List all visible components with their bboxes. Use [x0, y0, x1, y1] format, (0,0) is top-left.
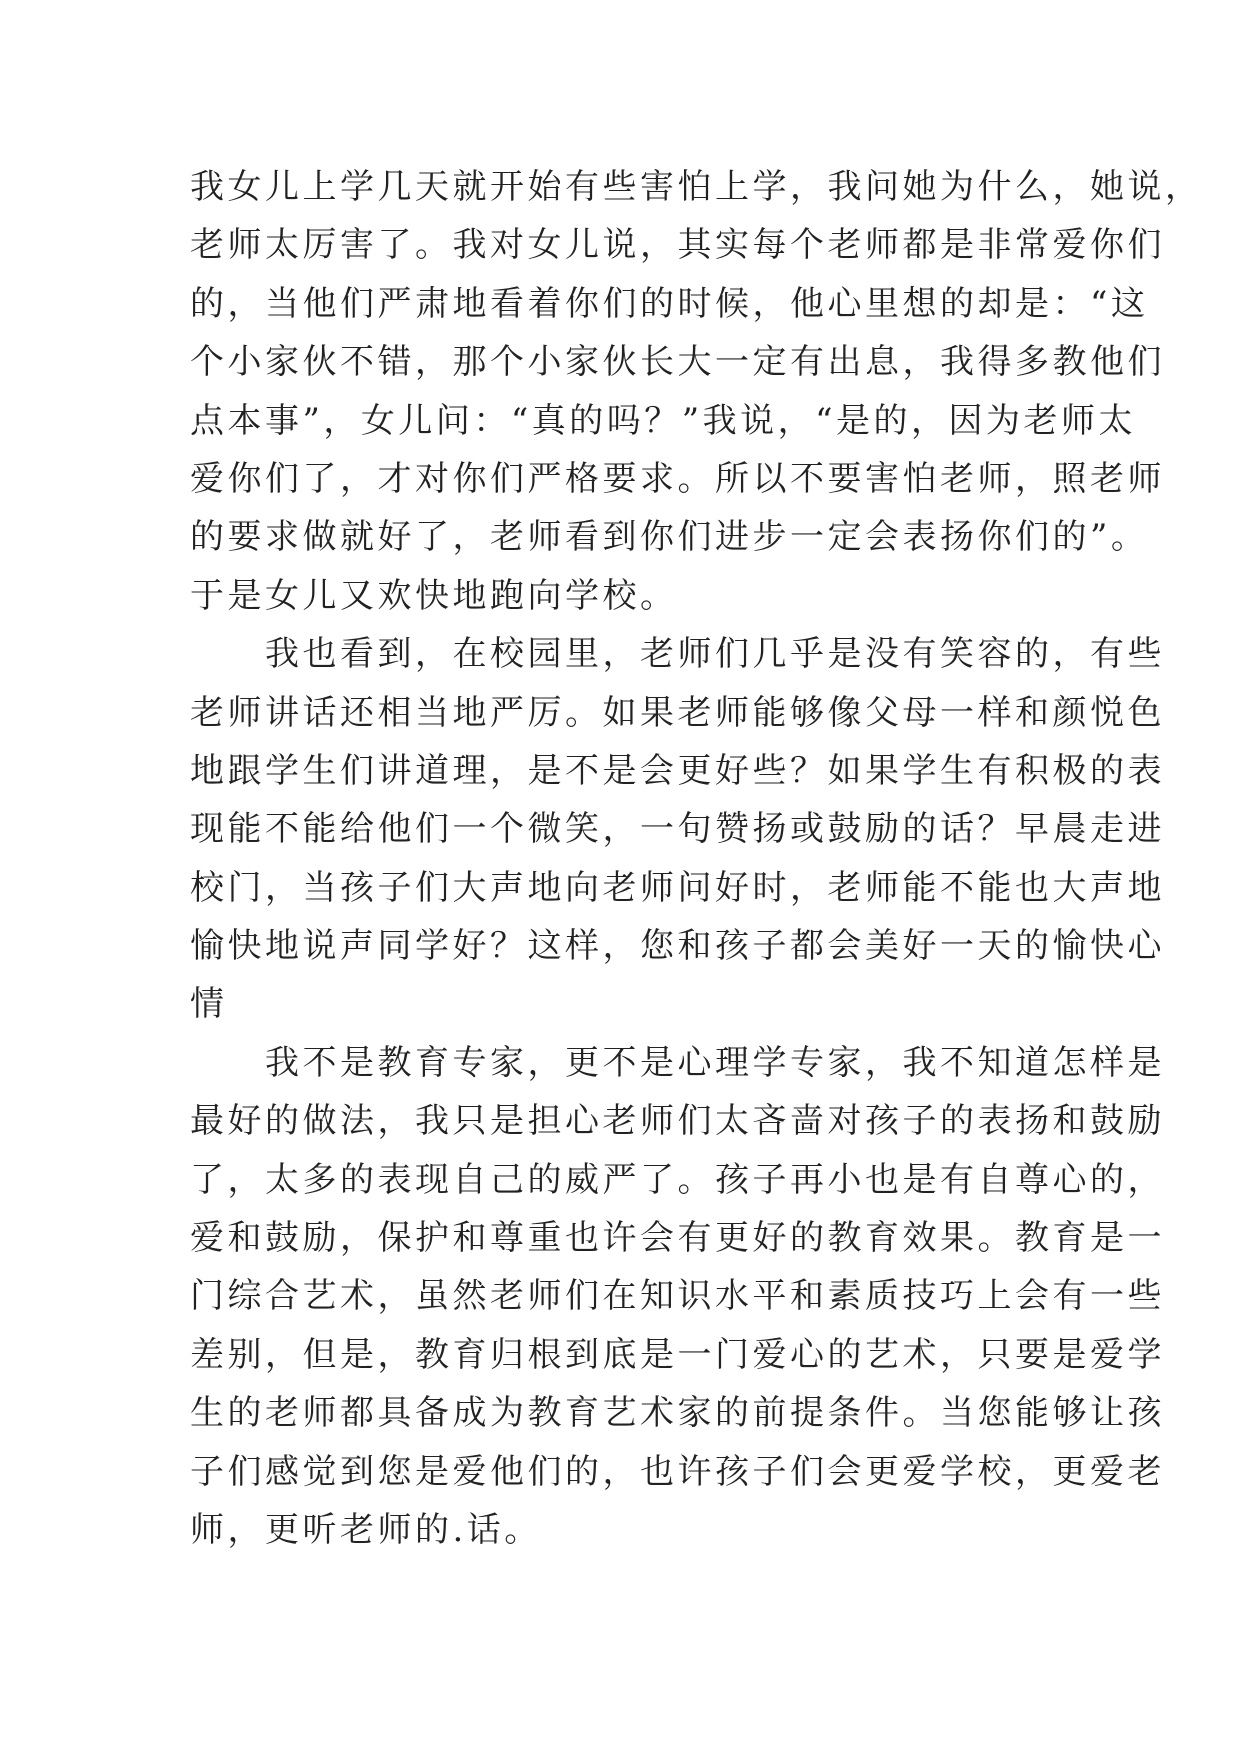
- text-line: 门综合艺术，虽然老师们在知识水平和素质技巧上会有一些: [190, 1276, 1165, 1317]
- text-line: 于是女儿又欢快地跑向学校。: [190, 575, 678, 616]
- document-body: [190, 158, 1203, 1559]
- text-line: 我不是教育专家，更不是心理学专家，我不知道怎样是: [190, 1042, 1165, 1083]
- text-line: 现能不能给他们一个微笑，一句赞扬或鼓励的话？早晨走进: [190, 809, 1165, 850]
- text-line: 了，太多的表现自己的威严了。孩子再小也是有自尊心的，: [190, 1159, 1165, 1200]
- text-line: 地跟学生们讲道理，是不是会更好些？如果学生有积极的表: [190, 750, 1165, 791]
- text-line: 爱你们了，才对你们严格要求。所以不要害怕老师，照老师: [190, 458, 1165, 499]
- text-line: 爱和鼓励，保护和尊重也许会有更好的教育效果。教育是一: [190, 1218, 1165, 1259]
- text-line: 点本事”，女儿问：“真的吗？”我说，“是的，因为老师太: [190, 400, 1137, 441]
- text-line: 师，更听老师的.话。: [190, 1509, 542, 1550]
- text-line: 子们感觉到您是爱他们的，也许孩子们会更爱学校，更爱老: [190, 1451, 1165, 1492]
- paragraph-3: [190, 1034, 1165, 1560]
- text-line: 的要求做就好了，老师看到你们进步一定会表扬你们的”。: [190, 517, 1149, 558]
- text-line: 最好的做法，我只是担心老师们太吝啬对孩子的表扬和鼓励: [190, 1101, 1165, 1142]
- text-line: 校门，当孩子们大声地向老师问好时，老师能不能也大声地: [190, 867, 1165, 908]
- paragraph-1: [190, 158, 1203, 625]
- text-line: 的，当他们严肃地看着你们的时候，他心里想的却是：“这: [190, 283, 1149, 324]
- text-line: 生的老师都具备成为教育艺术家的前提条件。当您能够让孩: [190, 1393, 1165, 1434]
- text-line: 愉快地说声同学好？这样，您和孩子都会美好一天的愉快心: [190, 926, 1165, 967]
- text-line: 我也看到，在校园里，老师们几乎是没有笑容的，有些: [190, 634, 1165, 675]
- text-line: 差别，但是，教育归根到底是一门爱心的艺术，只要是爱学: [190, 1334, 1165, 1375]
- paragraph-2: [190, 625, 1165, 1034]
- text-line: 老师太厉害了。我对女儿说，其实每个老师都是非常爱你们: [190, 225, 1165, 266]
- text-line: 情: [190, 984, 228, 1025]
- text-line: 个小家伙不错，那个小家伙长大一定有出息，我得多教他们: [190, 342, 1165, 383]
- text-line: 老师讲话还相当地严厉。如果老师能够像父母一样和颜悦色: [190, 692, 1165, 733]
- text-line: 我女儿上学几天就开始有些害怕上学，我问她为什么，她说，: [190, 167, 1203, 207]
